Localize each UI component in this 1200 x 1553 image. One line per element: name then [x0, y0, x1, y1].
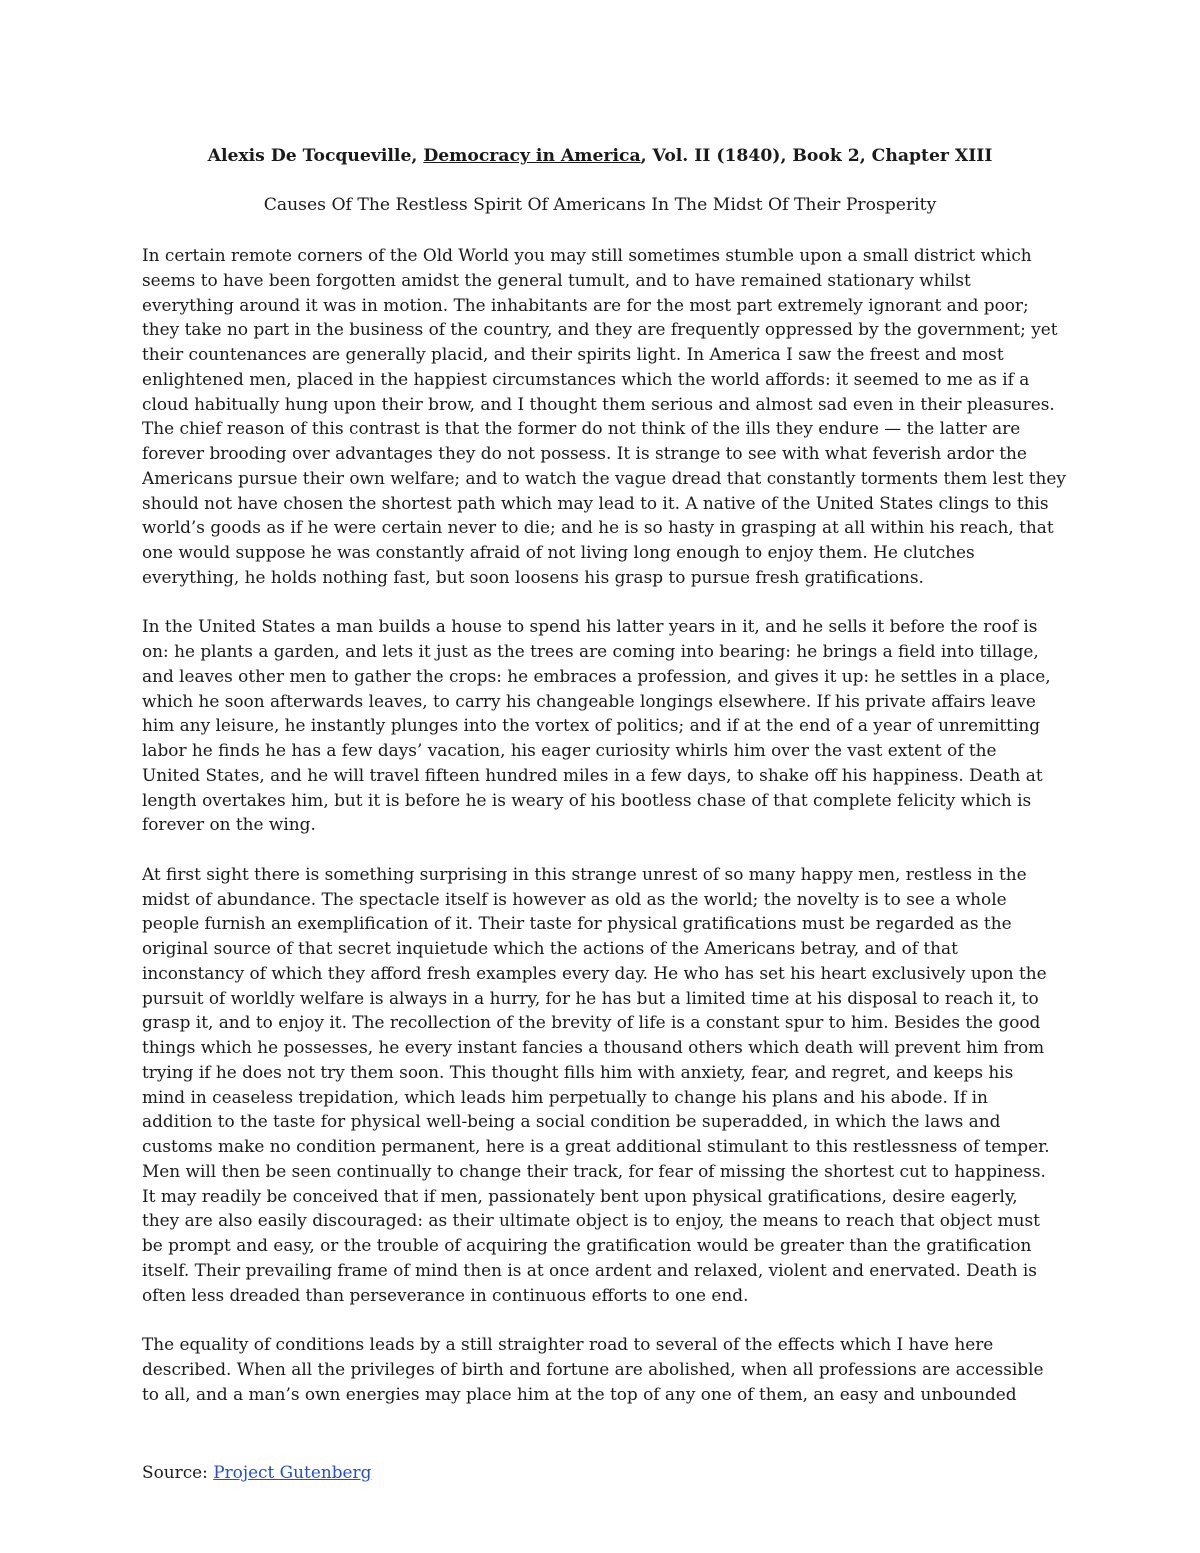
paragraph-line: described. When all the privileges of birth and fortune are abolished, when all professions are accessible — [142, 1358, 1044, 1379]
paragraph-line: him any leisure, he instantly plunges into the vortex of politics; and if at the end of a year of unremitting — [142, 715, 1041, 736]
paragraph-line: should not have chosen the shortest path which may lead to it. A native of the United States clings to this — [142, 492, 1049, 513]
paragraph-line: on: he plants a garden, and lets it just as the trees are coming into bearing: he brings a field into tillage, — [142, 641, 1039, 661]
paragraph-line: forever brooding over advantages they do not possess. It is strange to see with what feverish ardor the — [142, 443, 1027, 463]
paragraph-line: In the United States a man builds a house to spend his latter years in it, and he sells it before the roof is — [142, 616, 1038, 637]
source-link[interactable]: Project Gutenberg — [213, 1462, 372, 1482]
paragraph-line: mind in ceaseless trepidation, which leads him perpetually to change his plans and his abode. If in — [142, 1086, 988, 1107]
paragraph-line: Men will then be seen continually to change their track, for fear of missing the shortest cut to happiness. — [142, 1160, 1046, 1181]
paragraph-line: addition to the taste for physical well-being a social condition be superadded, in which the laws and — [142, 1111, 1001, 1132]
paragraph-line: and leaves other men to gather the crops: he embraces a profession, and gives it up: he settles in a place, — [142, 665, 1051, 686]
paragraph-line: United States, and he will travel fifteen hundred miles in a few days, to shake off his happiness. Death at — [142, 764, 1043, 785]
paragraph — [142, 862, 1067, 1308]
paragraph-line: midst of abundance. The spectacle itself is however as old as the world; the novelty is to see a whole — [142, 888, 1007, 909]
paragraph-line: enlightened men, placed in the happiest circumstances which the world affords: it seemed to me as if a — [142, 368, 1030, 389]
body-text — [142, 243, 1067, 1431]
paragraph-line: they are also easily discouraged: as their ultimate object is to enjoy, the means to reach that object must — [142, 1210, 1040, 1231]
source-label: Source: — [142, 1462, 214, 1482]
paragraph-line: The chief reason of this contrast is that the former do not think of the ills they endure — the latter are — [142, 418, 1021, 439]
paragraph-line: Americans pursue their own welfare; and to watch the vague dread that constantly torments them lest they — [142, 467, 1066, 488]
heading-author: Alexis De Tocqueville, — [207, 146, 424, 166]
paragraph-line: which he soon afterwards leaves, to carry his changeable longings elsewhere. If his private affairs leave — [142, 690, 1036, 711]
paragraph-line: they take no part in the business of the country, and they are frequently oppressed by the government; yet — [142, 319, 1058, 340]
paragraph-line: their countenances are generally placid, and their spirits light. In America I saw the freest and most — [142, 344, 1004, 364]
paragraph — [142, 243, 1067, 590]
paragraph-line: It may readily be conceived that if men, passionately bent upon physical gratifications, desire eagerly, — [142, 1185, 1018, 1206]
paragraph-line: length overtakes him, but it is before he is weary of his bootless chase of that complete felicity which is — [142, 789, 1032, 810]
source-footer — [142, 1460, 371, 1484]
paragraph-line: often less dreaded than perseverance in continuous efforts to one end. — [142, 1284, 749, 1305]
paragraph-line: labor he finds he has a few days’ vacation, his eager curiosity whirls him over the vast extent of the — [142, 740, 997, 760]
paragraph-line: one would suppose he was constantly afraid of not living long enough to enjoy them. He clutches — [142, 542, 975, 562]
paragraph-line: people furnish an exemplification of it. Their taste for physical gratifications must be regarded as the — [142, 913, 1012, 934]
chapter-subtitle: Causes Of The Restless Spirit Of Americans In The Midst Of Their Prosperity — [263, 195, 937, 215]
document-heading — [0, 145, 1200, 167]
paragraph-line: customs make no condition permanent, here is a great additional stimulant to this restlessness of temper. — [142, 1136, 1050, 1156]
paragraph-line: everything around it was in motion. The inhabitants are for the most part extremely ignorant and poor; — [142, 294, 1029, 315]
paragraph-line: In certain remote corners of the Old World you may still sometimes stumble upon a small district which — [142, 245, 1032, 265]
heading-details: , Vol. II (1840), Book 2, Chapter XIII — [640, 146, 993, 166]
paragraph-line: The equality of conditions leads by a still straighter road to several of the effects which I have here — [142, 1334, 994, 1354]
paragraph-line: things which he possesses, he every instant fancies a thousand others which death will prevent him from — [142, 1037, 1045, 1057]
paragraph-line: inconstancy of which they afford fresh examples every day. He who has set his heart exclusively upon the — [142, 962, 1047, 983]
paragraph-line: everything, he holds nothing fast, but soon loosens his grasp to pursue fresh gratifications. — [142, 566, 924, 587]
paragraph-line: original source of that secret inquietude which the actions of the Americans betray, and of that — [142, 938, 958, 958]
paragraph — [142, 614, 1067, 837]
paragraph-line: itself. Their prevailing frame of mind then is at once ardent and relaxed, violent and enervated. Death is — [142, 1259, 1037, 1280]
paragraph-line: be prompt and easy, or the trouble of acquiring the gratification would be greater than the gratification — [142, 1235, 1032, 1255]
paragraph-line: forever on the wing. — [142, 814, 316, 835]
paragraph — [142, 1332, 1067, 1406]
paragraph-line: cloud habitually hung upon their brow, and I thought them serious and almost sad even in their pleasures. — [142, 393, 1055, 414]
paragraph-line: world’s goods as if he were certain never to die; and he is so hasty in grasping at all within his reach, that — [142, 517, 1054, 538]
paragraph-line: trying if he does not try them soon. This thought fills him with anxiety, fear, and regret, and keeps his — [142, 1061, 1014, 1082]
heading-work-title: Democracy in America — [423, 146, 641, 166]
paragraph-line: to all, and a man’s own energies may place him at the top of any one of them, an easy and unbounded — [142, 1383, 1017, 1404]
paragraph-line: grasp it, and to enjoy it. The recollection of the brevity of life is a constant spur to him. Besides the good — [142, 1012, 1041, 1033]
paragraph-line: pursuit of worldly welfare is always in a hurry, for he has but a limited time at his disposal to reach it, to — [142, 987, 1039, 1008]
paragraph-line: At first sight there is something surprising in this strange unrest of so many happy men, restless in the — [142, 863, 1027, 884]
paragraph-line: seems to have been forgotten amidst the general tumult, and to have remained stationary whilst — [142, 269, 971, 290]
